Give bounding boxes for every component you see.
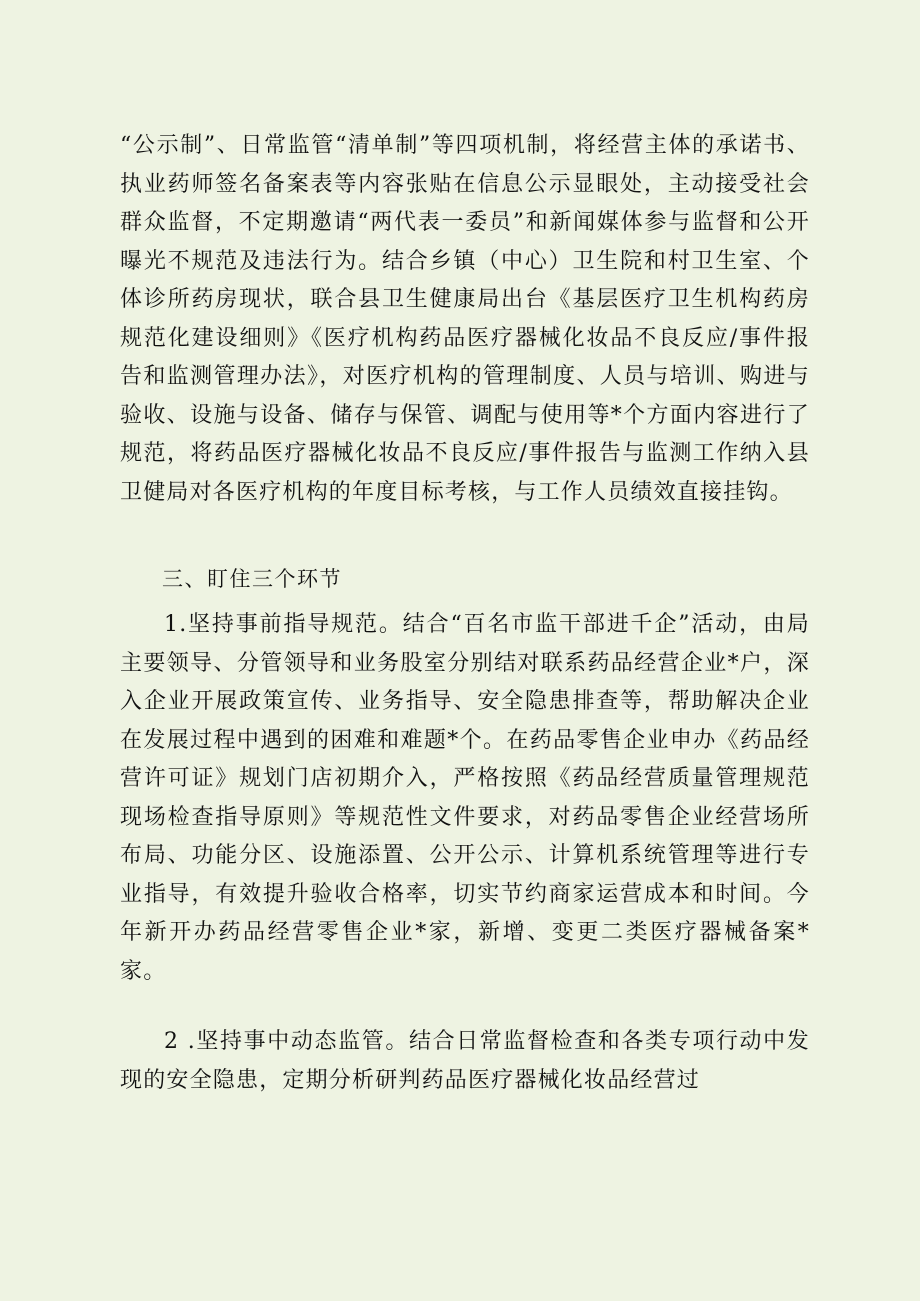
section-heading: 三、盯住三个环节 — [162, 567, 342, 591]
body-paragraph-3: 2 .坚持事中动态监管。结合日常监督检查和各类专项行动中发现的安全隐患，定期分析研判药品医疗器械化妆品经营过 — [120, 1029, 810, 1093]
body-paragraph-1: “公示制”、日常监管“清单制”等四项机制，将经营主体的承诺书、执业药师签名备案表等内容张贴在信息公示显眼处，主动接受社会群众监督，不定期邀请“两代表一委员”和新闻媒体参与监督和公开曝光不规范及违法行为。结合乡镇（中心）卫生院和村卫生室、个体诊所药房现状，联合县卫生健康局出台《基层医疗卫生机构药房规范化建设细则》《医疗机构药品医疗器械化妆品不良反应/事件报告和监测管理办法》，对医疗机构的管理制度、人员与培训、购进与验收、设施与设备、储存与保管、调配与使用等*个方面内容进行了规范，将药品医疗器械化妆品不良反应/事件报告与监测工作纳入县卫健局对各医疗机构的年度目标考核，与工作人员绩效直接挂钩。 — [120, 133, 810, 505]
body-paragraph-2: 1.坚持事前指导规范。结合“百名市监干部进千企”活动，由局主要领导、分管领导和业务股室分别结对联系药品经营企业*户，深入企业开展政策宣传、业务指导、安全隐患排查等，帮助解决企业在发展过程中遇到的困难和难题*个。在药品零售企业申办《药品经营许可证》规划门店初期介入，严格按照《药品经营质量管理规范现场检查指导原则》等规范性文件要求，对药品零售企业经营场所布局、功能分区、设施添置、公开公示、计算机系统管理等进行专业指导，有效提升验收合格率，切实节约商家运营成本和时间。今年新开办药品经营零售企业*家，新增、变更二类医疗器械备案*家。 — [120, 612, 810, 984]
